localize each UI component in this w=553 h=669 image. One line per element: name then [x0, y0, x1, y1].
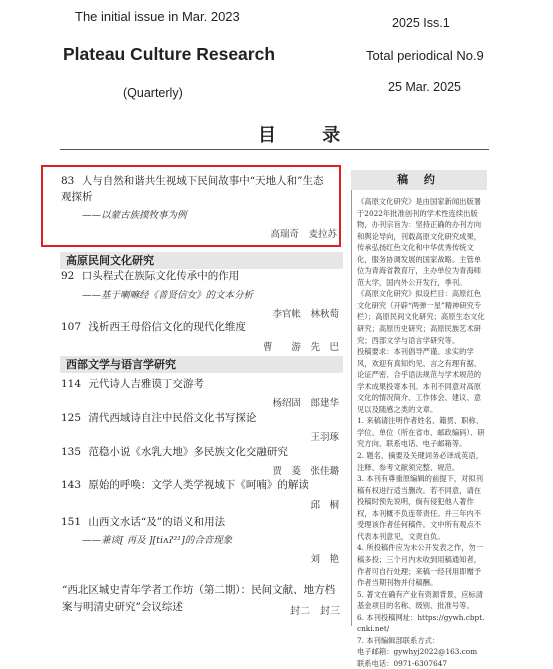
entry-title: 浅析西王母俗信文化的现代化维度 [88, 321, 246, 333]
cfp-paragraph: 投稿要求：本刊倡导严谨、求实的学风，欢迎有真知灼见、言之有理有据、论证严密、合乎语法规范与学术规范的学术成果投寄本刊。本刊不同意对高原文化的情况简介、工作体会、建议、意见以及随感之类的文章。 [357, 347, 482, 414]
footer-entry-line2[interactable]: 案与明清史研究”会议综述 [62, 601, 183, 613]
toc-entry-151[interactable] [61, 515, 225, 530]
footer-entry-line1[interactable]: “西北区城史青年学者工作坊（第二期）：民间文献、地方档 [62, 584, 336, 596]
cfp-paragraph: 《高原文化研究》拟设栏目：高原红色文化研究（开辟“两弹一星”精神研究专栏）；高原民间文化研究；高原生态文化研究；高原历史研究；高原民族艺术研究；西部文学与语言学研究等。 [357, 289, 485, 345]
cfp-paragraph: 《高原文化研究》是由国家新闻出版署于2022年批准创刊的学术性连续出版物，办刊宗旨为：坚持正确的办刊方向和舆论导向，刊载高原文化研究成果，传承弘扬红色文化和中华优秀传统文化，服务协调发展的国家战略。主管单位为青海省教育厅，主办单位为青海师范大学，国内外公开发行，季刊。 [357, 197, 482, 287]
issue-label: 2025 Iss.1 [392, 16, 450, 30]
column-divider [351, 170, 352, 626]
call-for-papers-title: 稿 约 [351, 170, 487, 190]
toc-title: 目 录 [258, 125, 361, 146]
entry-page: 107 [61, 321, 82, 333]
cfp-paragraph: 5. 著文在确有产业有资源背景，应标清基金项目的名称、级别、批准号等。 [357, 589, 484, 611]
toc-entry-135[interactable] [61, 445, 288, 460]
entry-authors: 邱 桐 [310, 500, 339, 511]
entry-page: 92 [61, 270, 75, 282]
cfp-paragraph: 2. 题名、摘要及关键词务必译成英语，注释、参考文献须完整、规范。 [357, 451, 484, 472]
cfp-paragraph: 4. 所投稿件应为未公开发表之作，勿一稿多投；三个月内未收到用稿通知者，作者可自行处理；来稿一经刊用即赠予作者当期刊物并付稿酬。 [357, 543, 484, 588]
entry-title: 人与自然和谐共生视域下民间故事中“天地人和”生态 [81, 175, 324, 187]
footer-authors: 封二 封三 [290, 606, 340, 617]
section-heading-literature: 西部文学与语言学研究 [60, 356, 343, 373]
toc-entry-92[interactable] [61, 269, 239, 284]
entry-authors: 王羽琢 [310, 432, 339, 443]
cfp-paragraph: 联系电话：0971-6307647 [357, 658, 448, 668]
entry-subtitle: ——以蒙古族摸牧事为例 [82, 210, 187, 221]
entry-page: 83 [61, 175, 75, 187]
entry-subtitle: ——兼谈[ 再及 ][tiʌʔ²¹]的合音现象 [82, 535, 233, 546]
entry-authors: 贾 菱 张佳璐 [272, 466, 339, 477]
toc-entry-114[interactable] [61, 377, 204, 392]
entry-title: 山西文水话“及”的语义和用法 [88, 516, 226, 528]
section-heading-folk-culture: 高原民间文化研究 [60, 252, 343, 269]
entry-page: 125 [61, 412, 82, 424]
entry-title: 口头程式在族际文化传承中的作用 [81, 270, 240, 282]
frequency-label: (Quarterly) [123, 86, 183, 100]
cfp-paragraph: 7. 本刊编辑部联系方式： [357, 635, 440, 645]
issue-date: 25 Mar. 2025 [388, 80, 461, 94]
entry-page: 135 [61, 446, 82, 458]
toc-entry-125[interactable] [61, 411, 256, 426]
cfp-paragraph: 6. 本刊投稿网址：https://gywh.cbpt.cnki.net/ [357, 612, 485, 634]
toc-entry-143[interactable] [61, 478, 309, 493]
entry-title: 范稳小说《水乳大地》多民族文化交融研究 [88, 446, 288, 458]
entry-title-continued: 观探析 [61, 191, 93, 203]
journal-title: Plateau Culture Research [63, 44, 276, 64]
entry-page: 151 [61, 516, 82, 528]
toc-rule [60, 149, 489, 150]
cfp-paragraph: 1. 来稿请注明作者姓名、籍贯、职称、学位、单位（所在省市、邮政编码）、研究方向、联系电话、电子邮箱等。 [357, 416, 485, 449]
entry-title: 元代诗人吉雅谟丁交游考 [88, 378, 204, 390]
entry-authors: 曹 游 先 巴 [262, 342, 339, 353]
toc-entry-107[interactable] [61, 320, 246, 335]
entry-title: 清代西域诗自注中民俗文化书写探论 [88, 412, 257, 424]
cfp-paragraph: 电子邮箱：gywhyj2022@163.com [357, 647, 478, 657]
call-for-papers-text [357, 196, 485, 669]
entry-subtitle: ——基于喇嘛经《普贤信女》的文本分析 [82, 290, 254, 301]
total-periodical-label: Total periodical No.9 [366, 48, 484, 63]
initial-issue-text: The initial issue in Mar. 2023 [75, 9, 240, 24]
entry-authors: 杨绍固 郎建华 [272, 398, 339, 409]
entry-page: 114 [61, 378, 82, 390]
entry-authors: 李官帐 林秋萄 [272, 309, 339, 320]
entry-authors: 高瑞奇 麦拉苏 [270, 229, 337, 240]
entry-title: 原始的呼唤：文学人类学视域下《呵喃》的解读 [88, 479, 309, 491]
entry-page: 143 [61, 479, 82, 491]
cfp-paragraph: 3. 本刊有尊重原编辑的前提下，对拟刊稿有权进行适当删改。若不同意，请在投稿时预先说明，倘有侵犯他人著作权，本刊概不负连带责任。并三年内不受理该作者任何稿件。文中所有观点不代表本刊意见，文责自负。 [357, 474, 484, 541]
entry-authors: 刘 艳 [310, 554, 339, 565]
toc-entry-83[interactable] [61, 174, 323, 189]
